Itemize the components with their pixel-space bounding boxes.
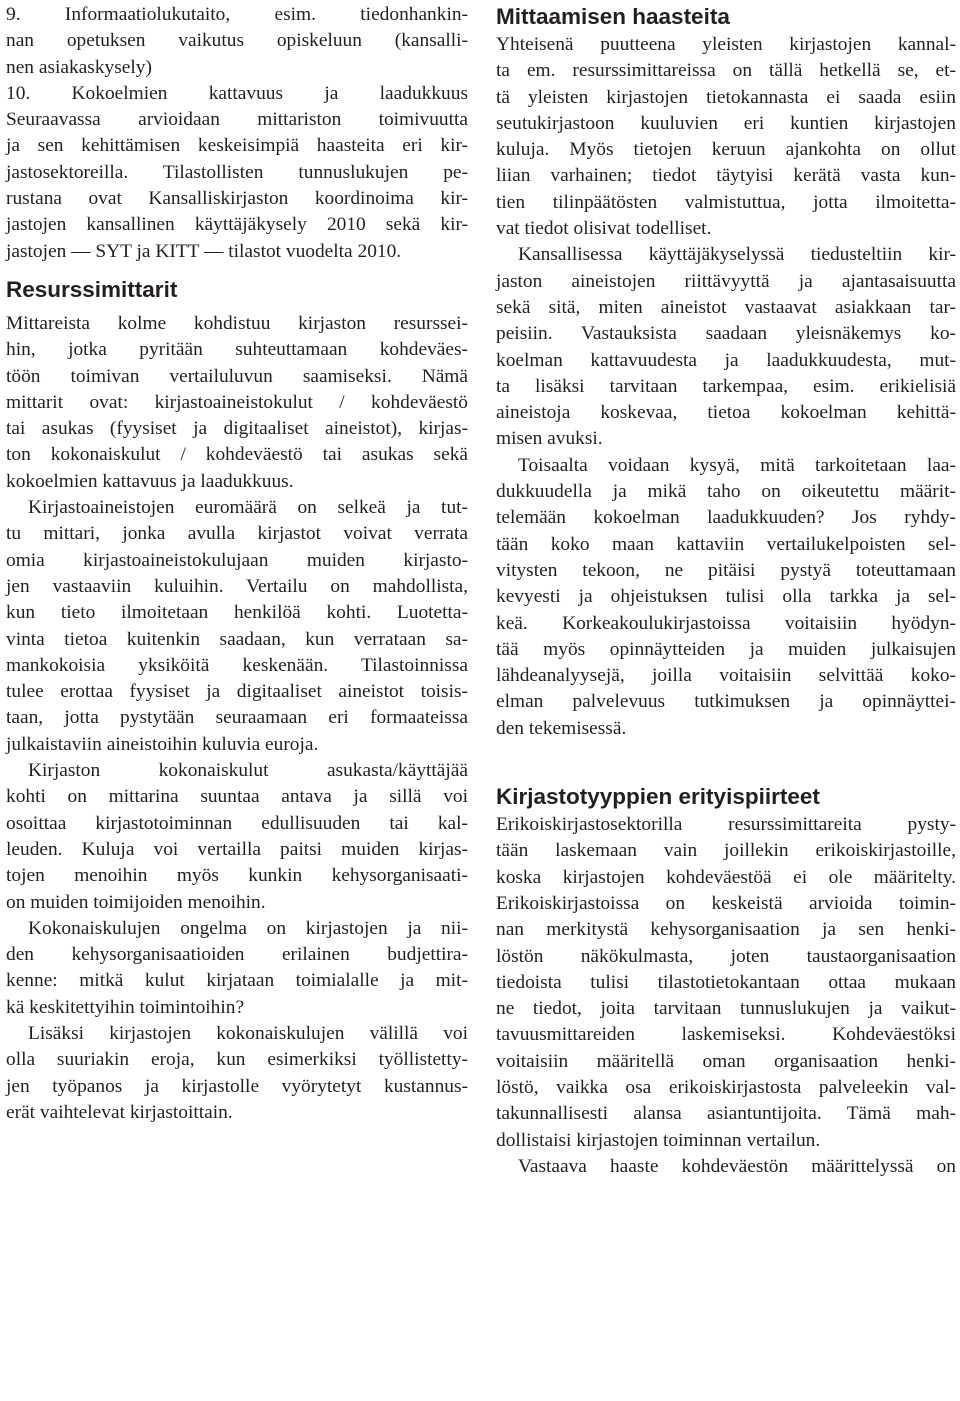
paragraph-resources	[6, 311, 468, 495]
text-line: lähdeanalyysejä, joilla voitaisiin selvittää koko-	[496, 665, 956, 687]
text-line: tai asukas (fyysiset ja digitaaliset aineistot), kirjas-	[6, 418, 468, 440]
text-line: misen avuksi.	[496, 428, 603, 450]
right-column	[496, 2, 956, 1180]
text-line: tiedoista tulisi tilastotietokantaan ottaa mukaan	[496, 971, 956, 993]
text-line: tulee erottaa fyysiset ja digitaaliset aineistot toisis-	[6, 681, 468, 703]
text-line: töön toimivan vertailuluvun saamiseksi. Nämä	[6, 365, 468, 387]
text-line: Vastaava haaste kohdeväestön määrittelyssä on	[518, 1155, 956, 1177]
heading-kirjastotyyppien-erityispiirteet: Kirjastotyyppien erityispiirteet	[496, 784, 820, 810]
text-line: dukkuudella ja mikä taho on oikeutettu määrit-	[496, 481, 956, 503]
text-line: on muiden toimijoiden menoihin.	[6, 891, 266, 913]
text-line: tien tilinpäätösten valmistuttua, jotta ilmoitetta-	[496, 191, 956, 213]
text-line: olla suuriakin eroja, kun esimerkiksi työllistetty-	[6, 1049, 468, 1071]
text-line: kevyesti ja ohjeistuksen tulisi olla tarkka ja sel-	[496, 586, 956, 608]
text-line: osoittaa kirjastotoiminnan edullisuuden tai kal-	[6, 812, 468, 834]
text-line: 10. Kokoelmien kattavuus ja laadukkuus	[6, 82, 468, 104]
text-line: voitaisiin määritellä oman organisaation henki-	[496, 1050, 956, 1072]
text-line: taan, jotta pystytään seuraamaan eri formaateissa	[6, 707, 468, 729]
text-line: tä yleisten kirjastojen tietokannasta ei saada esiin	[496, 86, 956, 108]
heading-resurssimittarit: Resurssimittarit	[6, 276, 178, 302]
text-line: tään koko maan kattaviin vertailukelpoisten sel-	[496, 533, 956, 555]
text-line: mittarit ovat: kirjastoaineistokulut / kohdeväestö	[6, 391, 468, 413]
text-line: omia kirjastoaineistokulujaan muiden kirjasto-	[6, 549, 468, 571]
paragraph-kayttajakysely	[496, 242, 956, 452]
text-line: julkaistaviin aineistoihin kuluvia euroja.	[6, 733, 319, 755]
text-line: koelman kattavuudesta ja laadukkuudesta, mut-	[496, 349, 956, 371]
text-line: Toisaalta voidaan kysyä, mitä tarkoitetaan laa-	[518, 454, 956, 476]
text-line: Mittareista kolme kohdistuu kirjaston resurssei-	[6, 312, 468, 334]
text-line: den tekemisessä.	[496, 717, 627, 739]
text-line: dollistaisi kirjastojen toiminnan vertailun.	[496, 1129, 821, 1151]
text-line: keä. Korkeakoulukirjastoissa voitaisiin hyödyn-	[496, 612, 956, 634]
text-line: jaston aineistojen riittävyyttä ja ajantasaisuutta	[496, 270, 956, 292]
text-line: ton kokonaiskulut / kohdeväestö tai asukas sekä	[6, 444, 468, 466]
text-line: vinta tietoa kuitenkin saadaan, kun verrataan sa-	[6, 628, 468, 650]
text-line: mankokoisia yksiköitä keskenään. Tilastoinnissa	[6, 654, 468, 676]
text-line: sekä sitä, miten aineistot vastaavat asiakkaan tar-	[496, 296, 956, 318]
text-line: nan merkitystä kehysorganisaation ja sen henki-	[496, 919, 956, 941]
text-line: kohti on mittarina suuntaa antava ja sillä voi	[6, 786, 468, 808]
text-line: kä keskitettyihin toimintoihin?	[6, 996, 245, 1018]
text-line: rustana ovat Kansalliskirjaston koordinoima kir-	[6, 188, 468, 210]
text-line: löstön näkökulmasta, joten taustaorganisaation	[496, 945, 956, 967]
text-line: Yhteisenä puutteena yleisten kirjastojen kannal-	[496, 34, 956, 55]
text-line: tää myös opinnäytteiden ja muiden julkaisujen	[496, 638, 956, 660]
text-line: Kirjastoaineistojen euromäärä on selkeä ja tut-	[28, 497, 468, 519]
text-line: telemään kokoelman laadukkuuden? Jos ryhdy-	[496, 507, 956, 529]
text-line: kokoelmien kattavuus ja laadukkuus.	[6, 470, 294, 492]
text-line: Kokonaiskulujen ongelma on kirjastojen ja nii-	[28, 917, 468, 939]
text-line: jastosektoreilla. Tilastollisten tunnuslukujen pe-	[6, 161, 468, 183]
text-line: kuluja. Myös tietojen keruun ajankohta on ollut	[496, 139, 956, 161]
text-line: koska kirjastojen kohdeväestöä ei ole määritelty.	[496, 866, 956, 888]
text-line: nan opetuksen vaikutus opiskeluun (kansalli-	[6, 30, 468, 52]
paragraph-erikoiskirjastot	[496, 812, 956, 1154]
text-line: Erikoiskirjastosektorilla resurssimittareita pysty-	[496, 814, 956, 836]
paragraph-kokonaiskulut	[6, 758, 468, 916]
text-line: Kirjaston kokonaiskulut asukasta/käyttäjää	[28, 760, 468, 782]
paragraph-intro	[6, 81, 468, 265]
text-line: Erikoiskirjastoissa on keskeistä arvioida toimin-	[496, 892, 956, 914]
paragraph-aineistot	[6, 495, 468, 758]
text-line: löstö, vaikka osa erikoiskirjastosta palveleekin val-	[496, 1076, 956, 1098]
text-line: Seuraavassa arvioidaan mittariston toimivuutta	[6, 109, 468, 131]
text-line: tu mittari, jonka avulla kirjastot voivat verrata	[6, 523, 468, 545]
text-line: jen työpanos ja kirjastolle vyörytetyt kustannus-	[6, 1075, 468, 1097]
text-line: kun tieto ilmoitetaan henkilöä kohti. Luotetta-	[6, 602, 468, 624]
text-line: leuden. Kuluja voi vertailla paitsi muiden kirjas-	[6, 838, 468, 860]
text-line: aineistoja koskevaa, tietoa kokoelman kehittä-	[496, 402, 956, 424]
text-line: kenne: mitkä kulut kirjataan toimialalle ja mit-	[6, 970, 468, 992]
heading-mittaamisen-haasteita: Mittaamisen haasteita	[496, 4, 730, 29]
text-line: vitysten tekoon, ne pitäisi pystyä toteuttamaan	[496, 559, 956, 581]
paragraph-laadukkuus	[496, 453, 956, 742]
text-line: jastojen — SYT ja KITT — tilastot vuodelta 2010.	[6, 240, 402, 262]
text-line: ta em. resurssimittareissa on tällä hetkellä se, et-	[496, 60, 956, 82]
text-line: ta lisäksi tarvitaan tarkempaa, esim. erikielisiä	[496, 375, 956, 397]
text-line: tojen menoihin myös kunkin kehysorganisaati-	[6, 865, 468, 887]
paragraph-puutteet	[496, 32, 956, 242]
paragraph-vastaava-haaste	[496, 1154, 956, 1180]
paragraph-list-items	[6, 2, 468, 81]
text-line: Kansallisessa käyttäjäkyselyssä tiedusteltiin kir-	[518, 244, 956, 266]
text-line: vat tiedot olisivat todelliset.	[496, 218, 712, 240]
text-line: seutukirjastoon kuuluvien eri kuntien kirjastojen	[496, 112, 956, 134]
text-line: jastojen kansallinen käyttäjäkysely 2010 sekä kir-	[6, 214, 468, 236]
text-line: peisiin. Vastauksista saadaan yleisnäkemys ko-	[496, 323, 956, 345]
left-column	[6, 2, 468, 1126]
text-line: nen asiakaskysely)	[6, 56, 152, 78]
text-line: den kehysorganisaatioiden erilainen budjettira-	[6, 944, 468, 966]
paragraph-ongelma	[6, 916, 468, 1021]
paragraph-erot	[6, 1021, 468, 1126]
text-line: elman palvelevuus tutkimuksen ja opinnäyttei-	[496, 691, 956, 713]
text-line: Lisäksi kirjastojen kokonaiskulujen välillä voi	[28, 1022, 468, 1044]
text-line: 9. Informaatiolukutaito, esim. tiedonhankin-	[6, 4, 468, 25]
text-line: tavuusmittareiden laskemiseksi. Kohdeväestöksi	[496, 1024, 956, 1046]
text-line: liian varhainen; tiedot täytyisi kerätä vasta kun-	[496, 165, 956, 187]
text-line: hin, jotka pyritään suhteuttamaan kohdeväes-	[6, 339, 468, 361]
text-line: ja sen kehittämisen keskeisimpiä haasteita eri kir-	[6, 135, 468, 157]
text-line: takunnallisesti alansa asiantuntijoita. Tämä mah-	[496, 1103, 956, 1125]
text-line: ne tiedot, joita tarvitaan tunnuslukujen ja vaikut-	[496, 998, 956, 1020]
text-line: erät vaihtelevat kirjastoittain.	[6, 1101, 233, 1123]
text-line: jen vastaaviin kuluihin. Vertailu on mahdollista,	[6, 575, 468, 597]
text-line: tään laskemaan vain joillekin erikoiskirjastoille,	[496, 840, 956, 862]
